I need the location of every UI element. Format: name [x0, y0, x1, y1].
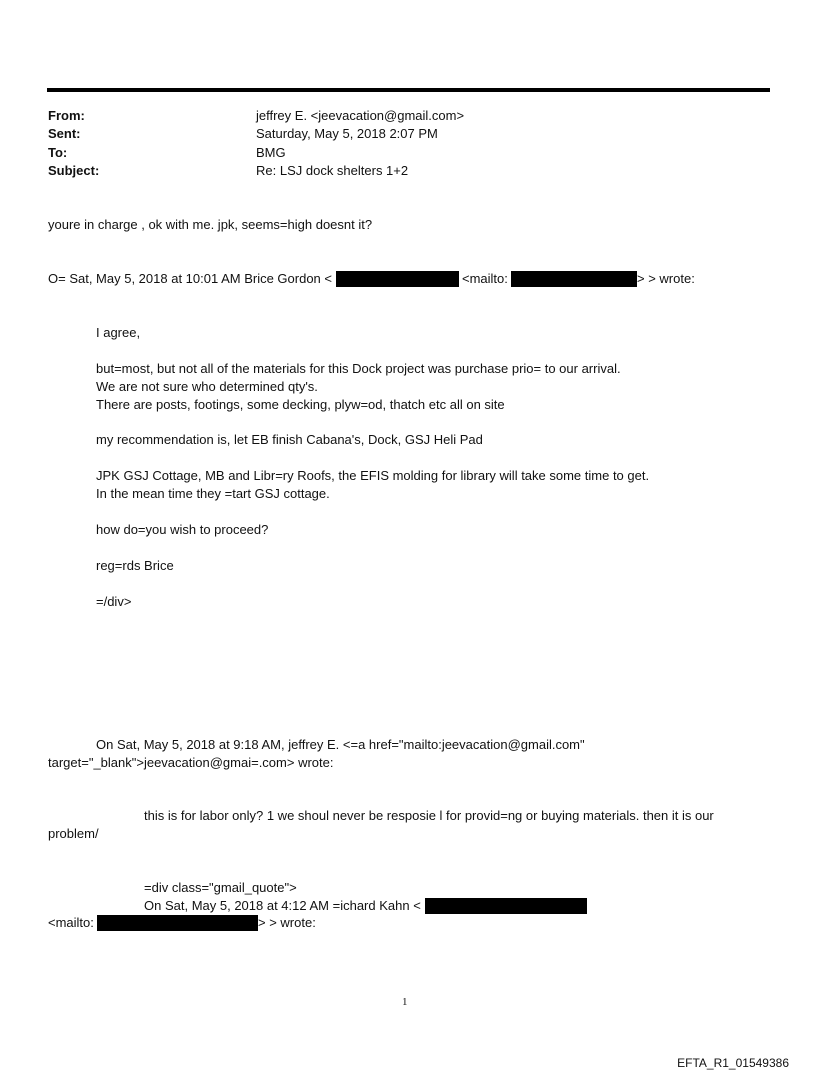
quote1-mailto: <mailto: [462, 271, 508, 286]
sent-value: Saturday, May 5, 2018 2:07 PM [256, 126, 438, 141]
quote1-intro: O= Sat, May 5, 2018 at 10:01 AM Brice Gordon < [48, 271, 332, 286]
from-value: jeffrey E. <jeevacation@gmail.com> [256, 108, 465, 123]
quote1-line: I agree, [96, 325, 141, 340]
quote2-intro-line1: On Sat, May 5, 2018 at 9:18 AM, jeffrey E. <=a href="mailto:jeevacation@gmail.com" [96, 737, 585, 752]
quote1-wrote: > > wrote: [637, 271, 695, 286]
quote2-div-line: =div class="gmail_quote"> [144, 880, 297, 895]
subject-label: Subject: [48, 163, 100, 178]
page-number: 1 [402, 996, 408, 1008]
quote1-line: but=most, but not all of the materials for this Dock project was purchase prio= to our arrival. [96, 361, 621, 376]
quote2-wrote: > > wrote: [258, 915, 316, 930]
to-label: To: [48, 145, 68, 160]
quote1-line: my recommendation is, let EB finish Cabana's, Dock, GSJ Heli Pad [96, 432, 483, 447]
quote2-text-line2: problem/ [48, 826, 99, 841]
quote1-line: how do=you wish to proceed? [96, 522, 269, 537]
quote1-line: reg=rds Brice [96, 558, 174, 573]
reply-text: youre in charge , ok with me. jpk, seems=high doesnt it? [48, 217, 373, 232]
redaction-box [425, 898, 587, 914]
quote2-mailto: <mailto: [48, 915, 94, 930]
quote1-line: JPK GSJ Cottage, MB and Libr=ry Roofs, the EFIS molding for library will take some time to get. [96, 468, 650, 483]
quote2-text-line1: this is for labor only? 1 we shoul never be resposie l for provid=ng or buying materials. then it is our [144, 808, 714, 823]
quote2-intro-line2: target="_blank">jeevacation@gmai=.com> wrote: [48, 755, 334, 770]
redaction-box [97, 915, 258, 931]
quote1-line: In the mean time they =tart GSJ cottage. [96, 486, 330, 501]
document-id: EFTA_R1_01549386 [677, 1056, 789, 1070]
header-rule [47, 88, 770, 92]
sent-label: Sent: [48, 126, 81, 141]
quote1-line: =/div> [96, 594, 132, 609]
redaction-box [336, 271, 459, 287]
quote1-line: There are posts, footings, some decking, plyw=od, thatch etc all on site [96, 397, 505, 412]
quote1-line: We are not sure who determined qty's. [96, 379, 318, 394]
redaction-box [511, 271, 637, 287]
to-value: BMG [256, 145, 286, 160]
subject-value: Re: LSJ dock shelters 1+2 [256, 163, 409, 178]
quote2-kahn-line: On Sat, May 5, 2018 at 4:12 AM =ichard Kahn < [144, 898, 421, 913]
from-label: From: [48, 108, 85, 123]
